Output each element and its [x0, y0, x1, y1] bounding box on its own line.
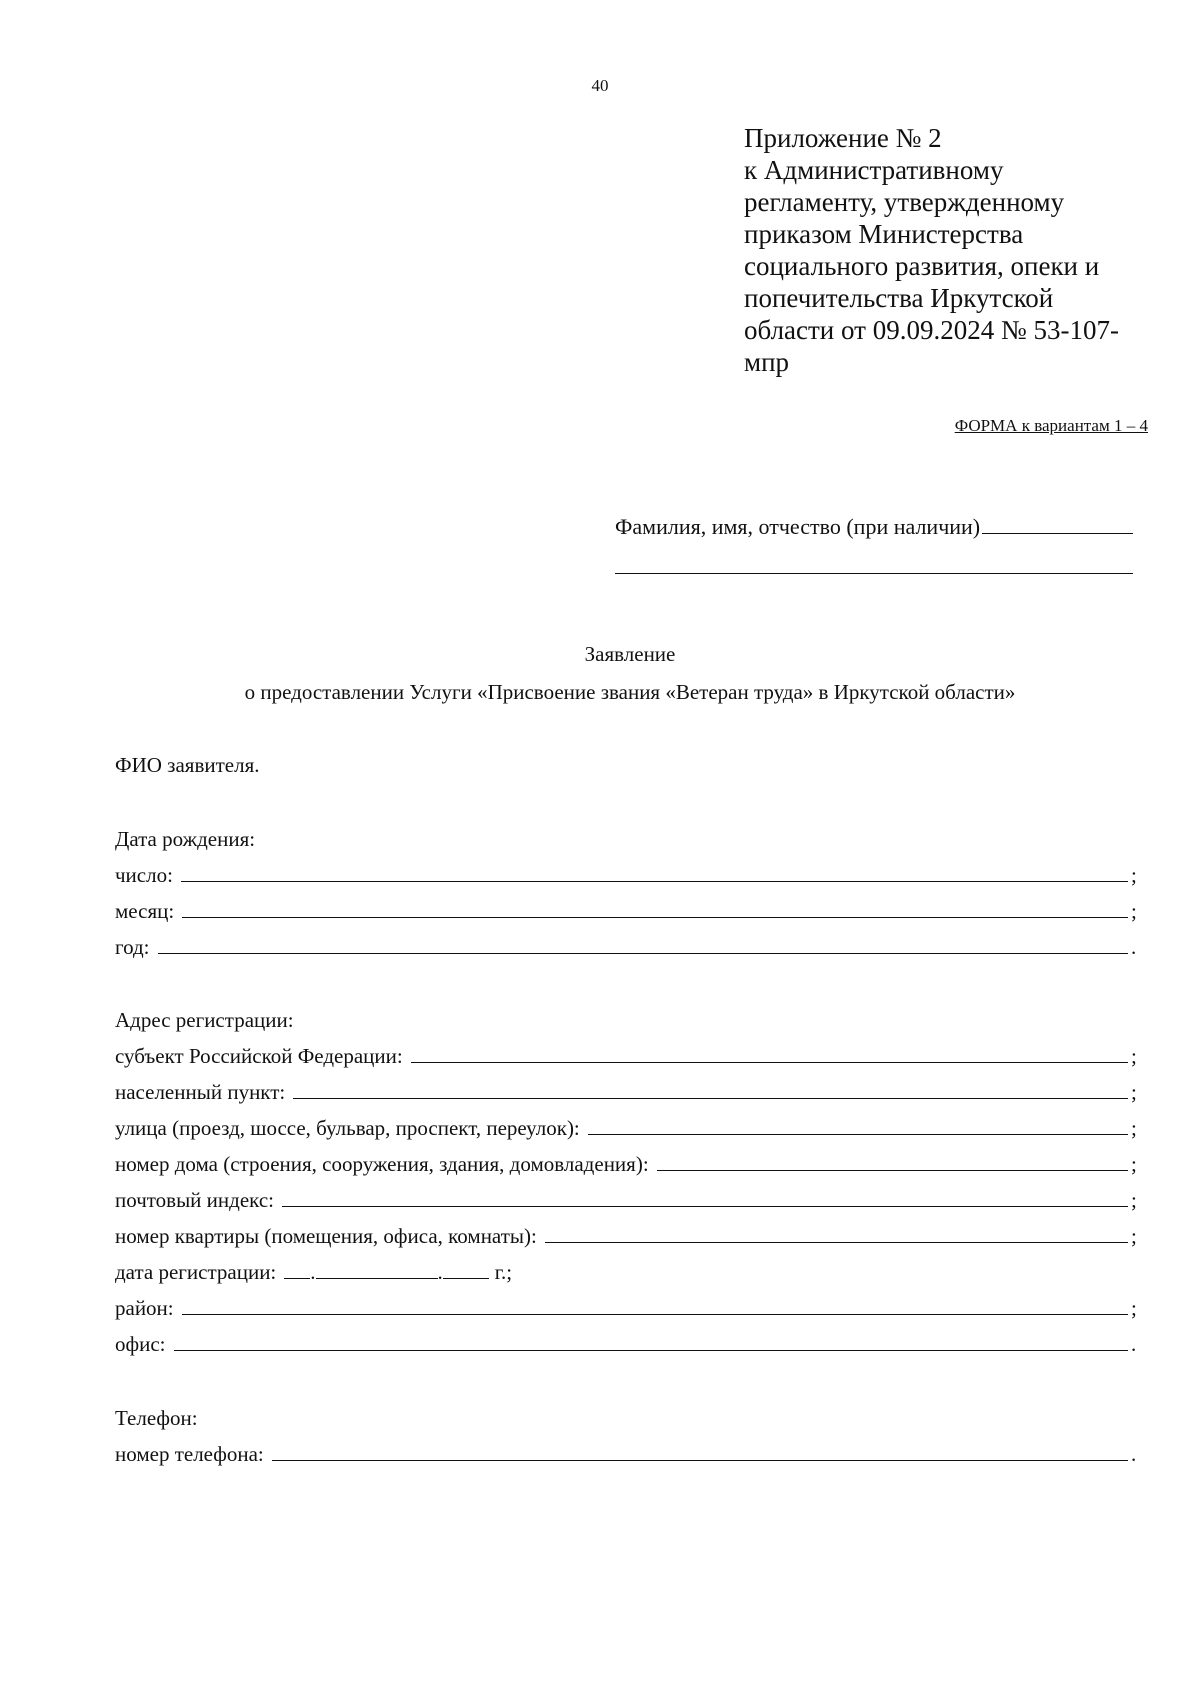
annex-line: регламенту, утвержденному	[744, 187, 1065, 217]
field-label: номер телефона:	[115, 1442, 264, 1466]
house-field[interactable]	[657, 1152, 1128, 1171]
applicant-fio-label: ФИО заявителя.	[115, 753, 260, 777]
field-label: номер дома (строения, сооружения, здания, домовладения):	[115, 1152, 649, 1176]
office-row	[115, 1331, 1139, 1357]
field-label: населенный пункт:	[115, 1080, 286, 1104]
field-end: ;	[1131, 899, 1137, 923]
applicant-name-label: Фамилия, имя, отчество (при наличии)	[615, 514, 981, 539]
region-row	[115, 1043, 1139, 1069]
registration-year-field[interactable]	[443, 1260, 489, 1279]
field-end: .	[1131, 1332, 1137, 1356]
phone-heading: Телефон:	[115, 1406, 198, 1430]
birth-month-field[interactable]	[182, 899, 1128, 918]
date-separator: .	[310, 1260, 316, 1284]
field-end: ;	[1131, 1152, 1137, 1176]
annex-line: социального развития, опеки и	[744, 251, 1100, 281]
field-label: офис:	[115, 1332, 166, 1356]
date-separator: .	[437, 1260, 443, 1284]
office-field[interactable]	[174, 1332, 1128, 1351]
annex-line: приказом Министерства	[744, 219, 1024, 249]
annex-line: к Административному	[744, 155, 1004, 185]
field-label: месяц:	[115, 899, 175, 923]
field-end: ;	[1131, 1188, 1137, 1212]
registration-day-field[interactable]	[284, 1260, 310, 1279]
applicant-name-block	[615, 513, 1133, 574]
annex-header	[744, 122, 1184, 378]
field-label: дата регистрации:	[115, 1260, 277, 1284]
field-end: ;	[1131, 863, 1137, 887]
field-label: субъект Российской Федерации:	[115, 1044, 403, 1068]
house-row	[115, 1151, 1139, 1177]
document-title: Заявление	[584, 642, 676, 666]
district-field[interactable]	[182, 1296, 1128, 1315]
field-end: ;	[1131, 1044, 1137, 1068]
applicant-name-field[interactable]	[982, 513, 1133, 534]
street-field[interactable]	[588, 1116, 1128, 1135]
apartment-field[interactable]	[545, 1224, 1128, 1243]
apartment-row	[115, 1223, 1139, 1249]
postal-code-field[interactable]	[282, 1188, 1128, 1207]
phone-field[interactable]	[272, 1442, 1128, 1461]
field-end: ;	[1131, 1296, 1137, 1320]
birth-date-heading: Дата рождения:	[115, 827, 256, 851]
birth-year-field[interactable]	[158, 935, 1128, 954]
birth-day-field[interactable]	[181, 863, 1128, 882]
document-subtitle: о предоставлении Услуги «Присвоение звания «Ветеран труда» в Иркутской области»	[244, 680, 1016, 704]
locality-field[interactable]	[293, 1080, 1128, 1099]
field-label: число:	[115, 863, 173, 887]
street-row	[115, 1115, 1139, 1141]
applicant-name-field-line2[interactable]	[615, 541, 1133, 574]
field-label: район:	[115, 1296, 174, 1320]
district-row	[115, 1295, 1139, 1321]
form-variant: ФОРМА к вариантам 1 – 4	[954, 416, 1148, 435]
annex-line: попечительства Иркутской	[744, 283, 1054, 313]
address-heading: Адрес регистрации:	[115, 1008, 294, 1032]
field-end: .	[1131, 1442, 1137, 1466]
field-label: улица (проезд, шоссе, бульвар, проспект, переулок):	[115, 1116, 580, 1140]
registration-date-row	[115, 1259, 512, 1285]
field-end: ;	[1131, 1224, 1137, 1248]
postal-code-row	[115, 1187, 1139, 1213]
birth-month-row	[115, 898, 1139, 924]
field-end: .	[1131, 935, 1137, 959]
phone-row	[115, 1441, 1139, 1467]
date-suffix: г.;	[494, 1260, 513, 1284]
locality-row	[115, 1079, 1139, 1105]
annex-line: мпр	[744, 347, 790, 377]
field-label: почтовый индекс:	[115, 1188, 274, 1212]
page-number: 40	[591, 76, 609, 95]
field-label: номер квартиры (помещения, офиса, комнаты):	[115, 1224, 537, 1248]
birth-year-row	[115, 934, 1139, 960]
applicant-name-row	[615, 513, 1133, 541]
birth-day-row	[115, 862, 1139, 888]
annex-line: Приложение № 2	[744, 123, 942, 153]
field-end: ;	[1131, 1080, 1137, 1104]
annex-line: области от 09.09.2024 № 53-107-	[744, 315, 1119, 345]
field-end: ;	[1131, 1116, 1137, 1140]
field-label: год:	[115, 935, 150, 959]
registration-month-field[interactable]	[316, 1260, 438, 1279]
region-field[interactable]	[411, 1044, 1128, 1063]
